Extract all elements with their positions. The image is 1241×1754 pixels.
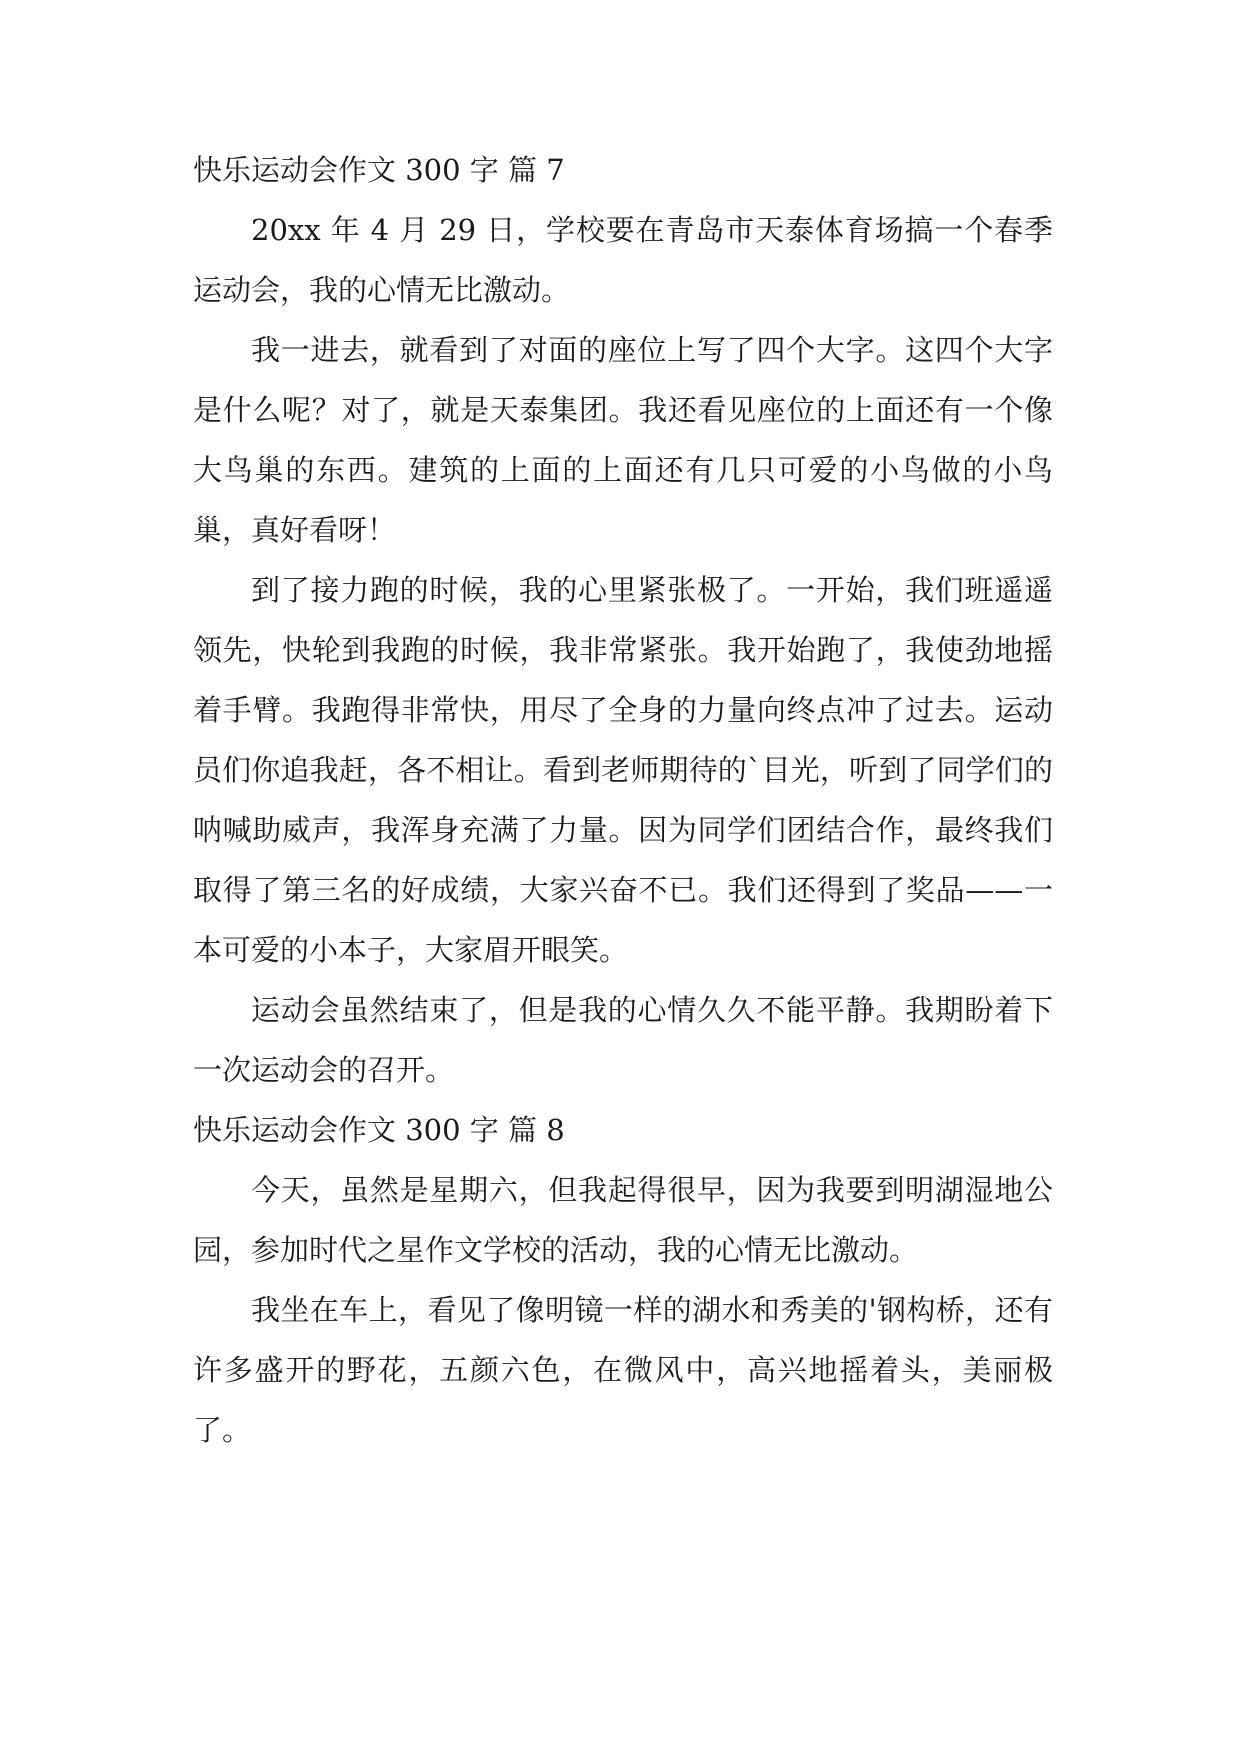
paragraph: 今天，虽然是星期六，但我起得很早，因为我要到明湖湿地公园，参加时代之星作文学校的活动，我的心情无比激动。	[193, 1173, 1053, 1267]
paragraph: 20xx 年 4 月 29 日，学校要在青岛市天泰体育场搞一个春季运动会，我的心情无比激动。	[193, 213, 1053, 307]
section-heading: 快乐运动会作文 300 字 篇 8	[193, 1113, 565, 1147]
paragraph: 我一进去，就看到了对面的座位上写了四个大字。这四个大字是什么呢？对了，就是天泰集团。我还看见座位的上面还有一个像大鸟巢的东西。建筑的上面的上面还有几只可爱的小鸟做的小鸟巢，真好看呀！	[193, 333, 1053, 547]
section-heading: 快乐运动会作文 300 字 篇 7	[193, 153, 565, 187]
document-page	[193, 140, 1053, 1460]
essay-section-8	[193, 1100, 1053, 1460]
paragraph: 到了接力跑的时候，我的心里紧张极了。一开始，我们班遥遥领先，快轮到我跑的时候，我非常紧张。我开始跑了，我使劲地摇着手臂。我跑得非常快，用尽了全身的力量向终点冲了过去。运动员们你追我赶，各不相让。看到老师期待的`目光，听到了同学们的呐喊助威声，我浑身充满了力量。因为同学们团结合作，最终我们取得了第三名的好成绩，大家兴奋不已。我们还得到了奖品——一本可爱的小本子，大家眉开眼笑。	[193, 573, 1053, 967]
paragraph: 运动会虽然结束了，但是我的心情久久不能平静。我期盼着下一次运动会的召开。	[193, 993, 1053, 1087]
paragraph: 我坐在车上，看见了像明镜一样的湖水和秀美的'钢构桥，还有许多盛开的野花，五颜六色，在微风中，高兴地摇着头，美丽极了。	[193, 1293, 1053, 1447]
essay-section-7	[193, 140, 1053, 1100]
